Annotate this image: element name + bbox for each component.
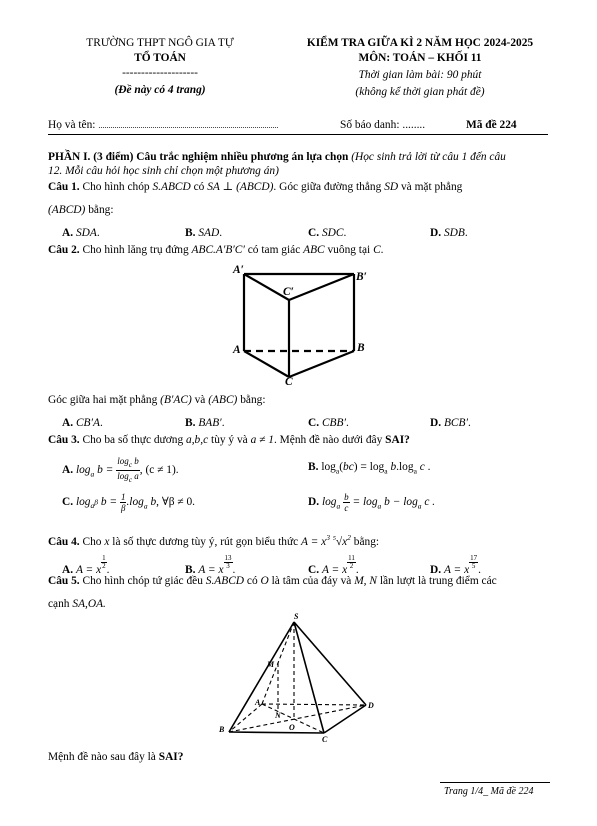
q4-var: x xyxy=(104,535,110,548)
option-value: CB′A xyxy=(75,417,100,429)
sbd-label: Số báo danh: xyxy=(340,119,400,131)
option-punct: . xyxy=(345,417,349,429)
label-o: O xyxy=(289,723,295,732)
q2-stem: Câu 2. Cho hình lăng trụ đứng ABC.A′B′C′ có tam giác ABC vuông tại C. xyxy=(48,244,384,256)
q5-sai: SAI? xyxy=(158,751,184,763)
option-value: SDC xyxy=(321,227,344,239)
subject-line: MÔN: TOÁN – KHỐI 11 xyxy=(358,52,482,64)
q3-option-b[interactable] xyxy=(308,460,431,478)
footer-rule xyxy=(440,782,550,783)
option-value: BCB′ xyxy=(443,417,468,429)
q2-plane1: (B′AC) xyxy=(160,394,192,406)
option-punct: . xyxy=(467,417,471,429)
q5-stem xyxy=(48,574,497,588)
q5-pyramid: S.ABCD xyxy=(205,575,245,587)
q1-label: Câu 1. xyxy=(48,181,80,193)
edge-ab-hidden xyxy=(229,704,262,732)
q4-text: Cho xyxy=(82,535,102,548)
header-rule xyxy=(48,134,548,135)
q4-option-a[interactable]: A. A = x $\frac{1}{2}$ . xyxy=(62,554,110,576)
q3-option-a[interactable] xyxy=(62,456,179,485)
exp-num: 13 xyxy=(224,554,232,562)
option-value: SDA xyxy=(75,227,97,239)
q1-plane: (ABCD) xyxy=(48,204,86,216)
time-line: Thời gian làm bài: 90 phút xyxy=(358,69,482,81)
q4-stem xyxy=(48,531,379,549)
option-key: B. xyxy=(185,563,196,576)
option-key: D. xyxy=(308,496,320,509)
edge-sc xyxy=(294,622,324,733)
q4-expression: $A = x^3$ $^5√x^2$ xyxy=(301,533,351,548)
q3-text: Cho ba số thực dương xyxy=(82,434,184,446)
edge-cd xyxy=(324,705,366,733)
exp-den: 2 xyxy=(349,562,354,570)
q4-text: bằng: xyxy=(353,535,380,548)
formula: $\log_a b$ = $\frac{\log_c b}{\log_c a}$ xyxy=(75,456,139,484)
option-tail: , ∀β ≠ 0. xyxy=(156,496,195,509)
edge-ac xyxy=(244,351,289,377)
label-c1: C′ xyxy=(283,286,294,298)
q1-option-d[interactable] xyxy=(430,226,468,240)
page-footer: Trang 1/4_ Mã đề 224 xyxy=(444,786,534,797)
q1-stem-2 xyxy=(48,203,114,217)
q2-prism: ABC.A′B′C′ xyxy=(191,244,245,256)
q5-text: Mệnh đề nào sau đây là xyxy=(48,751,156,763)
q3-label: Câu 3. xyxy=(48,434,80,446)
option-punct: . xyxy=(343,227,347,239)
sbd-dots: ........ xyxy=(402,119,426,131)
option-value: BAB′ xyxy=(198,417,222,429)
log-word: log xyxy=(321,461,336,473)
q2-option-a[interactable] xyxy=(62,416,103,430)
exp-den: 5 xyxy=(471,562,476,570)
edge-sb xyxy=(229,622,294,732)
q3-option-d[interactable] xyxy=(308,492,435,513)
part1-note: (Học sinh trả lời từ câu 1 đến câu xyxy=(351,151,506,163)
label-s: S xyxy=(294,612,299,621)
q1-text: bằng: xyxy=(88,204,114,216)
q5-text: Cho hình chóp tứ giác đều xyxy=(82,575,203,587)
label-n: N xyxy=(275,711,281,720)
q5-points: M, N xyxy=(354,575,377,587)
q1-option-b[interactable] xyxy=(185,226,222,240)
edge-sd xyxy=(294,622,366,705)
edge-b1c1 xyxy=(289,274,354,300)
exp-den: 3 xyxy=(226,562,230,570)
q3-text: . Mệnh đề nào dưới đây xyxy=(273,434,383,446)
q3-vars: a,b,c xyxy=(186,434,209,446)
q4-option-c[interactable]: C. A = x $\frac{11}{2}$ . xyxy=(308,554,359,576)
q2-text: vuông tại xyxy=(327,244,371,256)
exponent xyxy=(469,555,478,570)
header-divider: -------------------- xyxy=(122,67,198,79)
part1-note2: 12. Mỗi câu hỏi học sinh chỉ chọn một phương án) xyxy=(48,165,279,177)
formula: $\log_{a^\beta} b$ = $\frac{1}{\beta}$ $.\log_a$ b xyxy=(75,492,157,513)
department: TỔ TOÁN xyxy=(134,52,186,64)
part1-title: PHẦN I. (3 điểm) Câu trắc nghiệm nhiều phương án lựa chọn xyxy=(48,151,349,163)
sbd-field xyxy=(340,118,425,132)
option-key: B. xyxy=(185,227,196,239)
option-punct: . xyxy=(464,227,468,239)
q2-text: Góc giữa hai mặt phẳng xyxy=(48,394,158,406)
q2-option-b[interactable] xyxy=(185,416,225,430)
exp-den: 2 xyxy=(102,562,106,570)
q3-option-c[interactable] xyxy=(62,492,195,513)
option-key: A. xyxy=(62,227,74,239)
option-key: A. xyxy=(62,563,74,576)
time-note: (không kể thời gian phát đề) xyxy=(355,86,485,98)
option-punct: . xyxy=(99,417,103,429)
q1-condition: SA ⊥ (ABCD) xyxy=(207,181,274,193)
option-key: D. xyxy=(430,563,442,576)
q2-text: và xyxy=(194,394,206,406)
option-key: D. xyxy=(430,417,442,429)
formula: $\log_a$ $\frac{b}{c}$ = $\log_a b - \log_a c$ . xyxy=(321,492,436,513)
q5-edges: SA,OA. xyxy=(72,598,106,610)
exam-code: Mã đề 224 xyxy=(466,119,517,131)
q5-question xyxy=(48,750,183,764)
q1-text: có xyxy=(193,181,205,193)
label-a: A xyxy=(255,698,261,707)
q1-line: SD xyxy=(384,181,399,193)
option-key: C. xyxy=(308,227,320,239)
option-key: D. xyxy=(430,227,442,239)
label-b1: B′ xyxy=(356,271,367,283)
label-c: C xyxy=(322,735,328,744)
exponent xyxy=(224,555,233,570)
label-b: B xyxy=(357,342,365,354)
exp-num: 17 xyxy=(470,554,478,562)
option-key: B. xyxy=(185,417,196,429)
exp-num: 1 xyxy=(102,554,106,562)
q5-stem-2 xyxy=(48,597,106,611)
name-dots: .......................................................................................... xyxy=(98,121,279,130)
q2-option-c[interactable] xyxy=(308,416,349,430)
edge-ad-hidden xyxy=(262,704,366,705)
edge-bc xyxy=(229,732,324,733)
part1-heading xyxy=(48,150,506,164)
q4-option-d[interactable]: D. A = x $\frac{17}{5}$ . xyxy=(430,554,481,576)
option-key: B. xyxy=(308,461,319,473)
formula: $\log_a(bc) = \log_a b.\log_a$ c . xyxy=(321,461,431,476)
q2-vertex: C xyxy=(373,244,381,256)
label-b: B xyxy=(219,725,225,734)
exp-num: 11 xyxy=(348,554,355,562)
q4-text: là số thực dương tùy ý, rút gọn biểu thức xyxy=(112,535,299,548)
option-value: CBB′ xyxy=(321,417,346,429)
option-key: C. xyxy=(308,417,320,429)
q2-text: Cho hình lăng trụ đứng xyxy=(82,244,189,256)
fraction: $\frac{1}{\beta}$ xyxy=(120,492,126,513)
label-a1: A′ xyxy=(233,264,244,276)
fraction: $\frac{\log_c b}{\log_c a}$ xyxy=(117,456,139,484)
q2-option-d[interactable] xyxy=(430,416,471,430)
q3-condition: a ≠ 1 xyxy=(250,434,274,446)
diag-bd xyxy=(229,705,366,732)
option-key: C. xyxy=(62,496,74,509)
q2-text: bằng: xyxy=(240,394,266,406)
exponent xyxy=(347,555,356,570)
q2-plane2: (ABC) xyxy=(208,394,238,406)
q1-text: . Góc giữa đường thẳng xyxy=(273,181,382,193)
q3-text: tùy ý và xyxy=(211,434,248,446)
q2-label: Câu 2. xyxy=(48,244,80,256)
exam-title: KIỂM TRA GIỮA KÌ 2 NĂM HỌC 2024-2025 xyxy=(306,37,534,49)
option-punct: . xyxy=(96,227,100,239)
label-d: D xyxy=(368,701,374,710)
q3-stem xyxy=(48,433,410,447)
pages-note: (Đề này có 4 trang) xyxy=(114,84,206,96)
label-a: A xyxy=(233,344,241,356)
option-key: C. xyxy=(308,563,320,576)
exponent xyxy=(101,555,107,570)
option-value: SDB xyxy=(443,227,465,239)
q1-option-c[interactable] xyxy=(308,226,346,240)
q5-text: lần lượt là trung điểm các xyxy=(379,575,497,587)
fraction: $\frac{b}{c}$ xyxy=(344,492,349,513)
q1-option-a[interactable] xyxy=(62,226,100,240)
option-tail: , (c ≠ 1). xyxy=(139,463,179,476)
q2-triangle: ABC xyxy=(303,244,325,256)
q3-sai: SAI? xyxy=(385,434,410,446)
q1-stem xyxy=(48,180,462,194)
q4-option-b[interactable]: B. A = x $\frac{13}{3}$ . xyxy=(185,554,236,576)
label-c: C xyxy=(285,376,293,388)
q5-center: O xyxy=(260,575,269,587)
student-name-field xyxy=(48,118,278,133)
school-name: TRƯỜNG THPT NGÔ GIA TỰ xyxy=(86,37,234,49)
option-punct: . xyxy=(221,417,225,429)
edge-bc xyxy=(289,351,354,377)
q5-text: cạnh xyxy=(48,598,70,610)
q4-label: Câu 4. xyxy=(48,535,80,548)
prism-edges xyxy=(244,274,354,377)
q5-label: Câu 5. xyxy=(48,575,80,587)
q2-text: có tam giác xyxy=(247,244,301,256)
option-key: A. xyxy=(62,417,74,429)
q1-text: và mặt phẳng xyxy=(400,181,463,193)
option-value: SAD xyxy=(198,227,220,239)
option-punct: . xyxy=(219,227,223,239)
q1-text: Cho hình chóp xyxy=(82,181,150,193)
q5-text: là tâm của đáy và xyxy=(271,575,352,587)
q1-pyramid: S.ABCD xyxy=(152,181,191,193)
q2-question xyxy=(48,393,266,407)
name-label: Họ và tên: xyxy=(48,119,96,131)
q5-text: có xyxy=(246,575,258,587)
label-m: M xyxy=(267,660,275,669)
option-key: A. xyxy=(62,463,74,476)
